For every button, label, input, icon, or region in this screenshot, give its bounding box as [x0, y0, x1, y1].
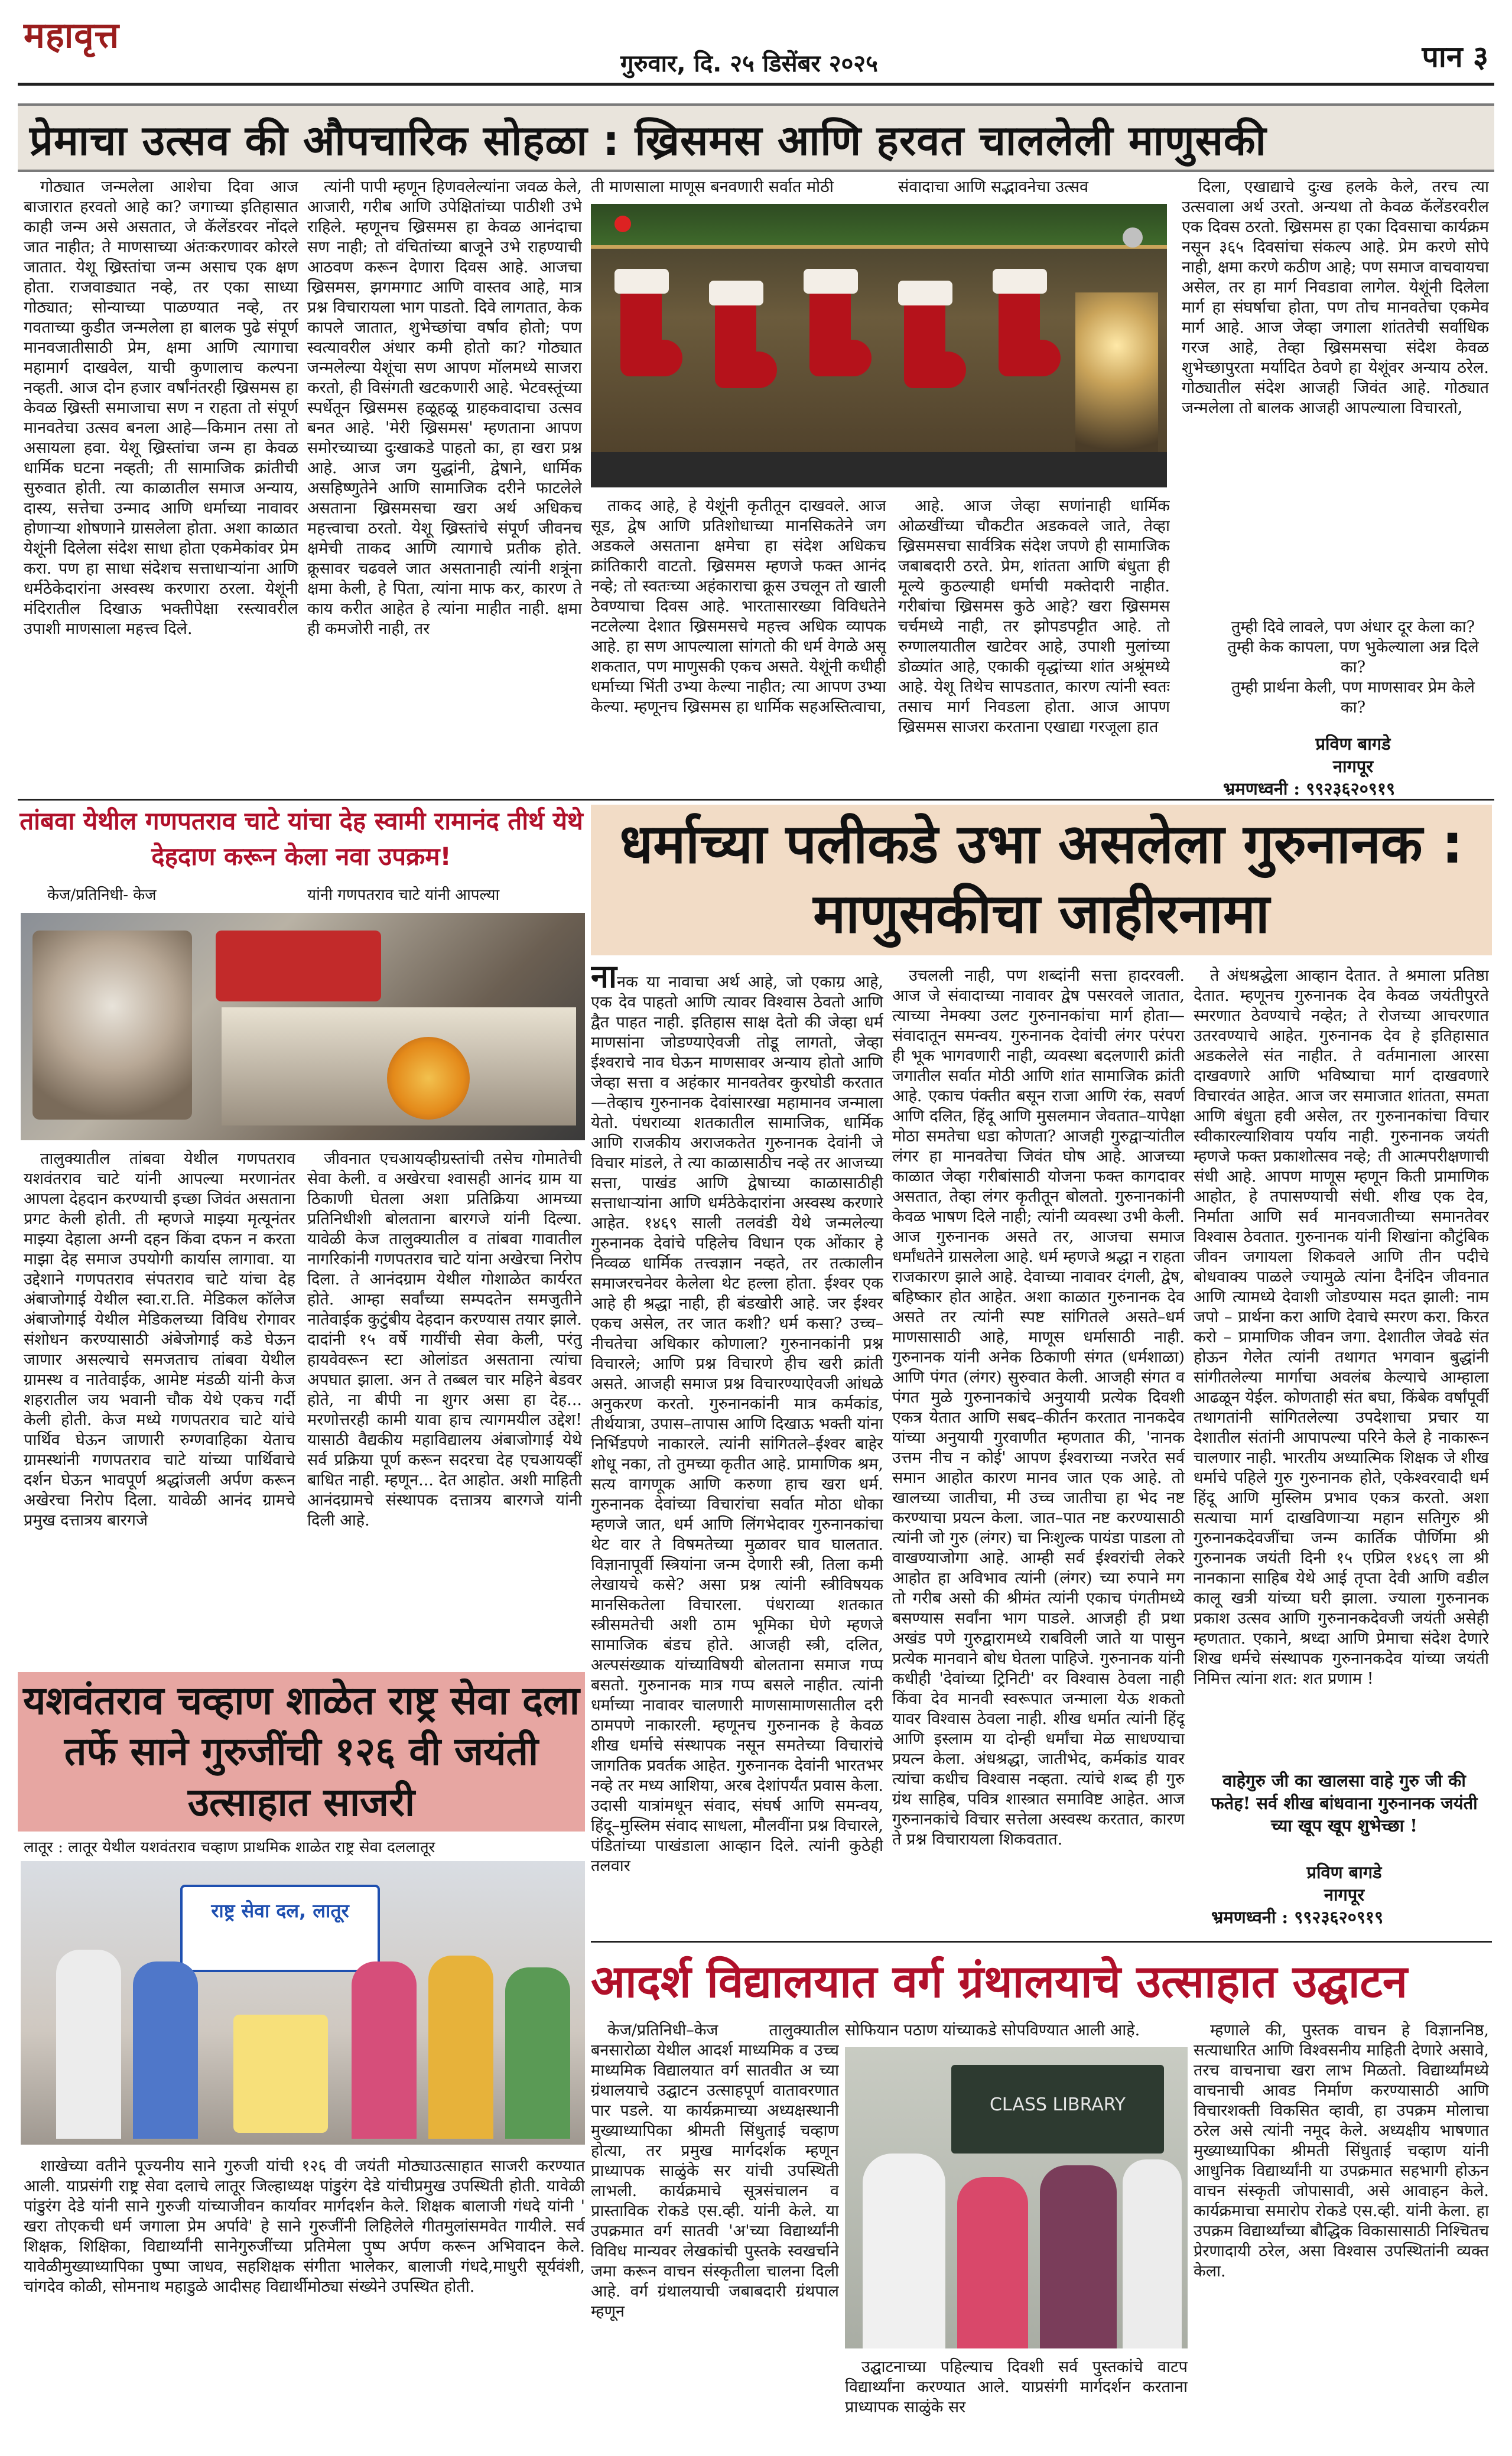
christmas-column-3-top — [591, 177, 886, 201]
newspaper-logo: महावृत्त — [24, 15, 120, 56]
mantel — [591, 452, 1167, 487]
poem-line-3: तुम्ही प्रार्थना केली, पण माणसावर प्रेम केले का? — [1231, 678, 1475, 717]
person — [133, 1961, 198, 2139]
christmas-column-1 — [24, 177, 298, 792]
person — [505, 1967, 570, 2139]
christmas-author: प्रविण बागडे — [1315, 734, 1391, 754]
stocking — [709, 281, 774, 393]
adarsh-library-photo — [845, 2047, 1188, 2348]
adarsh-text-2: सोफियान पठाण यांच्याकडे सोपविण्यात आली आहे. — [845, 2021, 1140, 2039]
christmas-column-4-top — [898, 177, 1170, 201]
section-rule — [18, 799, 1494, 801]
tambava-funeral-photo — [21, 913, 585, 1140]
christmas-text-4: आहे. आज जेव्हा सणांनाही धार्मिक ओळखींच्या चौकटीत अडकवले जाते, तेव्हा ख्रिसमसचा सार्वत्रिक संदेश जपणे ही सामाजिक जबाबदारी ठरते. प्रेम, शांतता आणि बंधुता ही मूल्ये कुठल्याही धर्माची मक्तेदारी नाहीत. गरीबांचा ख्रिसमस कुठे आहे? खरा ख्रिसमस चर्चमध्ये नाही, तर झोपडपट्टीत आहे. तो रुग्णालयातील खाटेवर आहे, उपाशी मुलांच्या डोळ्यांत आहे, एकाकी वृद्धांच्या शांत अश्रूंमध्ये आहे. येशू तिथेच सापडतात, कारण त्यांनी स्वतः तसाच मार्ग निवडला होता. आज आपण ख्रिसमस साजरा करताना एखाद्या गरजूला हात — [898, 497, 1170, 736]
seva-dal-banner — [180, 1885, 380, 1972]
tambava-lede-left: केज/प्रतिनिधी- केज — [47, 886, 157, 904]
christmas-column-3 — [591, 496, 886, 792]
guru-text-2: उचलली नाही, पण शब्दांनी सत्ता हादरवली. आज जे संवादाच्या नावावर द्वेष पसरवले जातात, त्याच्या नेमक्या उलट गुरुनानकांचा मार्ग होता—संवादातून समन्वय. गुरुनानक देवांची लंगर परंपरा ही भूक भागवणारी नाही, व्यवस्था बदलणारी क्रांती जगातील सर्वात मोठी आणि शांत सामाजिक क्रांती आहे. एकाच पंक्तीत बसून राजा आणि रंक, सवर्ण आणि दलित, हिंदू आणि मुसलमान जेवतात–यापेक्षा मोठा समतेचा धडा कोणता? आजही गुरुद्वाऱ्यांतील लंगर हा मानवतेचा जिवंत घोष आहे. आजच्या काळात जेव्हा गरीबांसाठी योजना फक्त कागदावर असतात, तेव्हा लंगर कृतीतून बोलतो. गुरुनानकांनी केवळ भाषण दिले नाही; त्यांनी व्यवस्था उभी केली. आज गुरुनानक असते तर, आजचा समाज धर्मांधतेने ग्रासलेला आहे. धर्म म्हणजे श्रद्धा न राहता राजकारण झाले आहे. देवाच्या नावावर दंगली, द्वेष, बहिष्कार होत आहेत. अशा काळात गुरुनानक देव असते तर त्यांनी स्पष्ट सांगितले असते–धर्म माणसासाठी आहे, माणूस धर्मासाठी नाही. गुरुनानक यांनी अनेक ठिकाणी संगत (धर्मशाळा) आणि पंगत (लंगर) सुरुवात केली. आजही संगत व पंगत मुळे गुरुनानकांचे अनुयायी प्रत्येक दिवशी एकत्र येतात आणि सबद–कीर्तन करतात नानकदेव यांच्या अनुयायी गुरवाणीत म्हणतात की, 'नानक उत्तम नीच न कोई' आपण ईश्वराच्या नजरेत सर्व समान आहोत कारण मानव जात एक आहे. तो खालच्या जातीचा, मी उच्च जातीचा हा भेद नष्ट करण्याचा प्रयत्न केला. जात–पात नष्ट करण्यासाठी त्यांनी जो गुरु (लंगर) चा निःशुल्क पायंडा पाडला तो वाखण्याजोगा आहे. आम्ही सर्व ईश्वरांची लेकरे आहोत हा अविभाव त्यांनी (लंगर) च्या रुपाने मग तो गरीब असो की श्रीमंत त्यांनी एकाच पंगतीमध्ये बसण्यास सर्वांना भाग पाडले. आजही ही प्रथा अखंड पणे गुरुद्वारामध्ये राबविली जाते या पासुन प्रत्येक मानवाने बोध घेतला पाहिजे. गुरुनानक यांनी कधीही 'देवांच्या ट्रिनिटी' वर विश्वास ठेवला नाही किंवा देव मानवी स्वरूपात जन्माला येऊ शकतो यावर विश्वास ठेवला नाही. शीख धर्मात त्यांनी हिंदू आणि इस्लाम या दोन्ही धर्मांचा मेळ साधण्याचा प्रयत्न केला. अंधश्रद्धा, जातीभेद, कर्मकांड यावर त्यांचा कधीच विश्वास नव्हता. त्यांचे शब्द ही गुरु ग्रंथ साहिब, पवित्र शास्त्रात समाविष्ट आहेत. आज गुरुनानकांचे विचार सत्तेला अस्वस्थ करतात, कारण ते प्रश्न विचारायला शिकवतात. — [892, 967, 1185, 1849]
section-rule — [591, 1941, 1492, 1943]
guru-author: प्रविण बागडे — [1306, 1862, 1382, 1882]
person — [56, 1950, 121, 2139]
guru-headline-box — [591, 805, 1492, 955]
student — [957, 2177, 1028, 2348]
portrait-frame — [233, 2015, 328, 2133]
guru-text-3: ते अंधश्रद्धेला आव्हान देतात. ते श्रमाला प्रतिष्ठा देतात. म्हणूनच गुरुनानक देव केवळ जयंतीपुरते स्मरणात ठेवण्याचे नव्हेत; ते रोजच्या आचरणात उतरवण्याचे आहेत. गुरुनानक देव हे इतिहासात अडकलेले संत नाहीत. ते वर्तमानाला आरसा दाखवणारे आणि भविष्याचा मार्ग दाखवणारे विचारवंत आहेत. आज जर समाजात शांतता, समता आणि बंधुता हवी असेल, तर गुरुनानकांचा विचार स्वीकारल्याशिवाय पर्याय नाही. गुरुनानक जयंती म्हणजे फक्त प्रकाशोत्सव नव्हे; ती आत्मपरीक्षणाची संधी आहे. आपण माणूस म्हणून किती प्रामाणिक आहोत, हे तपासण्याची संधी. शीख एक देव, निर्माता आणि सर्व मानवजातीच्या समानतेवर विश्वास ठेवतात. गुरुनानक यांनी शिखांना कौटुंबिक जीवन जगायला शिकवले आणि तीन पदीचे बोधवाक्य पाळले ज्यामुळे त्यांना दैनंदिन जीवनात आणि त्यामध्ये देवाशी जोडण्यास मदत झाली: नाम जपो – प्रार्थना करा आणि देवाचे स्मरण करा. किरत करो – प्रामाणिक जीवन जगा. देशातील जेवढे संत होऊन गेलेत त्यांनी तथागत भगवान बुद्धांनी सांगीतलेल्या मार्गाचा अवलंब केल्याचे आम्हाला आढळून येईल. कोणताही संत बघा, किंबेक वर्षांपूर्वी तथागतांनी सांगितलेल्या उपदेशाचा प्रचार या देशातील संतांनी आपापल्या परिने केले हे नाकारून चालणार नाही. भारतीय अध्यात्मिक शिक्षक जे शीख धर्माचे पहिले गुरु गुरुनानक होते, एकेश्वरवादी धर्म हिंदू आणि मुस्लिम प्रभाव एकत्र करतो. अशा सत्याचा मार्ग दाखविणाऱ्या महान सतिगुरु श्री गुरुनानकदेवजींचा जन्म कार्तिक पौर्णिमा श्री गुरुनानक जयंती दिनी १५ एप्रिल १४६९ ला श्री नानकाना साहिब येथे आई तृप्ता देवी आणि वडील कालू खत्री यांच्या घरी झाला. ज्याला गुरुनानक प्रकाश उत्सव आणि गुरुनानकदेवजी जयंती असेही म्हणतात. एकाने, श्रध्दा आणि प्रेमाचा संदेश देणारे शिख धर्मचे संस्थापक गुरुनानकदेव यांच्या जयंती निमित्त त्यांना शत: शत प्रणाम ! — [1194, 967, 1489, 1688]
christmas-text-1: गोठ्यात जन्मलेला आशेचा दिवा आज बाजारात हरवतो आहे का? जगाच्या इतिहासात काही जन्म असे असतात, जे कॅलेंडरवर नोंदले जात नाहीत; ते माणसाच्या अंतःकरणावर कोरले जातात. येशू ख्रिस्तांचा जन्म असाच एक क्षण होता. राजवाड्यात नव्हे, तर एका साध्या गोठ्यात; सोन्याच्या पाळण्यात नव्हे, तर गवताच्या कुडीत जन्मलेला हा बालक पुढे संपूर्ण मानवजातीसाठी प्रेम, क्षमा आणि त्यागाचा महामार्ग दाखवेल, याची कुणालाच कल्पना नव्हती. आज दोन हजार वर्षांनंतरही ख्रिसमस हा केवळ ख्रिस्ती समाजाचा सण न राहता तो संपूर्ण मानवतेचा उत्सव बनला आहे—किमान तसा तो असायला हवा. येशू ख्रिस्तांचा जन्म हा केवळ धार्मिक घटना नव्हती; ती सामाजिक क्रांतीची सुरुवात होती. त्या काळातील समाज अन्याय, दास्य, सत्तेचा उन्माद आणि धर्माच्या नावावर होणाऱ्या शोषणाने ग्रासलेला होता. अशा काळात येशूंनी दिलेला संदेश साधा होता एकमेकांवर प्रेम करा. पण हा साधा संदेशच सत्ताधाऱ्यांना आणि धर्मठेकेदारांना अस्वस्थ करणारा ठरला. येशूंनी मंदिरातील दिखाऊ भक्तीपेक्षा रस्त्यावरील उपाशी माणसाला महत्त्व दिले. — [24, 178, 298, 638]
christmas-column-4 — [898, 496, 1170, 792]
adarsh-headline: आदर्श विद्यालयात वर्ग ग्रंथालयाचे उत्साहात उद्घाटन — [591, 1955, 1408, 2008]
christmas-author-block — [1217, 733, 1489, 800]
christmas-headline: प्रेमाचा उत्सव की औपचारिक सोहळा : ख्रिसमस आणि हरवत चाललेली माणुसकी — [30, 116, 1267, 165]
christmas-text-4a: संवादाचा आणि सद्भावनेचा उत्सव — [898, 178, 1089, 196]
guru-headline: धर्माच्या पलीकडे उभा असलेला गुरुनानक : माणुसकीचा जाहीरनामा — [619, 812, 1464, 945]
garland — [387, 1037, 470, 1120]
guru-text-1: नक या नावाचा अर्थ आहे, जो एकाग्र आहे, एक देव पाहतो आणि त्यावर विश्वास ठेवतो आणि द्वैत पाहत नाही. इतिहास साक्ष देतो की जेव्हा धर्म माणसांना जोडण्याऐवजी तोडू लागतो, जेव्हा ईश्वराचे नाव घेऊन माणसावर अन्याय होतो आणि जेव्हा सत्ता व अहंकार मानवतेवर कुरघोडी करतात—तेव्हाच गुरुनानक देवांसारखा महामानव जन्माला येतो. पंधराव्या शतकातील सामाजिक, धार्मिक आणि राजकीय अराजकतेत गुरुनानक देवांनी जे विचार मांडले, ते त्या काळासाठीच नव्हे तर आजच्या सत्ता, पाखंड आणि द्वेषाच्या काळासाठीही सत्ताधाऱ्यांना आणि धर्मठेकेदारांना अस्वस्थ करणारे आहेत. १४६९ साली तलवंडी येथे जन्मलेल्या गुरुनानक देवांचे पहिलेच विधान एक ओंकार हे निव्वळ धार्मिक तत्त्वज्ञान नव्हते, तर तत्कालीन समाजरचनेवर केलेला थेट हल्ला होता. ईश्वर एक आहे ही श्रद्धा नाही, ही बंडखोरी आहे. जर ईश्वर एकच असेल, तर जात कशी? धर्म कसा? उच्च–नीचतेचा अधिकार कोणाला? गुरुनानकांनी प्रश्न विचारले; आणि प्रश्न विचारणे हीच खरी क्रांती असते. आजही समाज प्रश्न विचारण्याऐवजी आंधळे अनुकरण करतो. गुरुनानकांनी मात्र कर्मकांड, तीर्थयात्रा, उपास–तापास आणि दिखाऊ भक्ती यांना निर्भिडपणे नाकारले. त्यांनी सांगितले–ईश्वर बाहेर शोधू नका, तो तुमच्या कृतीत आहे. प्रामाणिक श्रम, सत्य वागणूक आणि करुणा हाच खरा धर्म. गुरुनानक देवांच्या विचारांचा सर्वात मोठा धोका म्हणजे जात, धर्म आणि लिंगभेदावर गुरुनानकांचा थेट वार ते विषमतेच्या मुळावर घाव घालतात. विज्ञानापूर्वी स्त्रियांना जन्म देणारी स्त्री, तिला कमी लेखायचे कसे? असा प्रश्न त्यांनी स्त्रीविषयक मानसिकतेला विचारला. पंधराव्या शतकात स्त्रीसमतेची अशी ठाम भूमिका घेणे म्हणजे सामाजिक बंडच होते. आजही स्त्री, दलित, अल्पसंख्याक यांच्याविषयी बोलताना समाज गप्प बसतो. गुरुनानक मात्र गप्प बसले नाहीत. त्यांनी धर्माच्या नावावर चालणारी माणसामाणसातील दरी ठामपणे नाकारली. म्हणूनच गुरुनानक हे केवळ शीख धर्माचे संस्थापक नसून समतेच्या विचारांचे जागतिक प्रवर्तक आहेत. गुरुनानक देवांनी भारतभर नव्हे तर मध्य आशिया, अरब देशांपर्यंत प्रवास केला. उदासी यात्रांमधून संवाद, संघर्ष आणि समन्वय, हिंदू–मुस्लिम संवाद साधला, मौलवींना प्रश्न विचारले, पंडितांच्या पाखंडाला आव्हान दिले. त्यांनी कुठेही तलवार — [591, 973, 883, 1875]
page-number: पान ३ — [1422, 40, 1488, 74]
person — [428, 1956, 493, 2139]
student — [1040, 2165, 1117, 2348]
christmas-column-5 — [1182, 177, 1489, 614]
chalkboard — [951, 2065, 1164, 2154]
portrait-inset — [32, 931, 192, 1120]
person — [352, 1961, 417, 2139]
garland — [591, 204, 1167, 249]
christmas-text-3a: ती माणसाला माणूस बनवणारी सर्वात मोठी — [591, 178, 834, 196]
tambava-headline: तांबवा येथील गणपतराव चाटे यांचा देह स्वामी रामानंद तीर्थ येथे देहदाण करून केला नवा उपक्रम! — [19, 806, 583, 871]
adarsh-column-3 — [845, 2357, 1188, 2434]
ambulance — [216, 931, 381, 1001]
yashwant-text: शाखेच्या वतीने पूज्यनीय साने गुरुजी यांची १२६ वी जयंती मोठ्याउत्साहात साजरी करण्यात आली. याप्रसंगी राष्ट्र सेवा दलाचे लातूर जिल्हाध्यक्ष पांडुरंग देडे यांचीप्रमुख उपस्थिती होती. यावेळी पांडुरंग देडे यांनी साने गुरुजी यांच्याजीवन कार्यावर मार्गदर्शन केले. शिक्षक बालाजी गंधदे यांनी ' खरा तोएकची धर्म जगाला प्रेम अर्पावे' हे साने गुरुजींनी लिहिलेले गीतमुलांसमवेत गायीले. सर्व शिक्षक, शिक्षिका, विद्यार्थ्यांनी सानेगुरुजींच्या प्रतिमेला पुष्प अर्पण करून अभिवादन केले. यावेळीमुख्याध्यापिका पुष्पा जाधव, सहशिक्षक संगीता भालेकर, बालाजी गंधदे,माधुरी सूर्यवंशी, चांगदेव कोळी, सोमनाथ महाडुळे आदीसह विद्यार्थीमोठ्या संख्येने उपस्थित होती. — [24, 2157, 585, 2296]
christmas-text-3: ताकद आहे, हे येशूंनी कृतीतून दाखवले. आज सूड, द्वेष आणि प्रतिशोधाच्या मानसिकतेने जग अडकले असताना क्षमेचा हा संदेश अधिकच क्रांतिकारी वाटतो. ख्रिसमस म्हणजे फक्त आनंद नव्हे; तो स्वतःच्या अहंकाराचा क्रूस उचलून तो खाली ठेवण्याचा दिवस आहे. भारतासारख्या विविधतेने नटलेल्या देशात ख्रिसमसचे महत्त्व अधिक व्यापक आहे. हा सण आपल्याला सांगतो की धर्म वेगळे असू शकतात, पण माणुसकी एकच असते. येशूंनी कधीही धर्माच्या भिंती उभ्या केल्या नाहीत; त्या आपण उभ्या केल्या. म्हणूनच ख्रिसमस हा धार्मिक सहअस्तित्वाचा, — [591, 497, 886, 716]
guru-phone: भ्रमणध्वनी : ९९२३६२०९१९ — [1211, 1907, 1384, 1927]
guru-dropcap: ना — [591, 966, 617, 995]
adarsh-column-4 — [1194, 2021, 1489, 2434]
masthead-rule — [18, 83, 1494, 86]
yashwant-headline: यशवंतराव चव्हाण शाळेत राष्ट्र सेवा दला तर्फे साने गुरुजींची १२६ वी जयंती उत्साहात साजरी — [23, 1678, 580, 1825]
christmas-phone: भ्रमणध्वनी : ९९२३६२०९१९ — [1223, 779, 1396, 799]
poem-line-2: तुम्ही केक कापला, पण भुकेल्याला अन्न दिले का? — [1227, 638, 1479, 676]
adarsh-text-1: केज/प्रतिनिधी–केज तालुक्यातील बनसारोळा येथील आदर्श माध्यमिक व उच्च माध्यमिक विद्यालयात वर्ग सातवीत अ च्या ग्रंथालयाचे उद्घाटन उत्साहपूर्ण वातावरणात पार पडले. या कार्यक्रमाच्या अध्यक्षस्थानी मुख्याध्यापिका श्रीमती सिंधुताई चव्हाण होत्या, तर प्रमुख मार्गदर्शक म्हणून प्राध्यापक साळुंके सर यांची उपस्थिती लाभली. कार्यक्रमाचे सूत्रसंचालन व प्रास्ताविक रोकडे एस.व्ही. यांनी केले. या उपक्रमात वर्ग सातवी 'अ'च्या विद्यार्थ्यांनी विविध मान्यवर लेखकांची पुस्तके स्वखर्चाने जमा करून वाचन संस्कृतीला चालना दिली आहे. वर्ग ग्रंथालयाची जबाबदारी ग्रंथपाल म्हणून — [591, 2021, 839, 2321]
adarsh-text-3: उद्घाटनाच्या पहिल्याच दिवशी सर्व पुस्तकांचे वाटप विद्यार्थ्यांना करण्यात आले. याप्रसंगी मार्गदर्शन करताना प्राध्यापक साळुंके सर — [845, 2358, 1188, 2416]
tambava-column-2 — [307, 1149, 582, 1663]
tambava-text-2: जीवनात एचआयव्हीग्रस्तांची तसेच गोमातेची सेवा केली. व अखेरचा श्वासही आनंद ग्राम या ठिकाणी घेतला अशा प्रतिक्रिया आमच्या प्रतिनिधीशी बोलताना बारगजे यांनी दिल्या. यावेळी केज तालुक्यातील व तांबवा गावातील नागरिकांनी गणपतराव चाटे यांना अखेरचा निरोप दिला. ते आनंदग्राम येथील गोशाळेत कार्यरत होते. आम्हा सर्वांच्या सम्पदतेन समजुतीने नातेवाईक कुटुंबीय देहदान करण्यास तयार झाले. दादांनी १५ वर्षे गायींची सेवा केली, परंतु हायवेवरून स्टा ओलांडत असताना त्यांचा अपघात झाला. अन ते तब्बल चार महिने बेडवर होते, ना बीपी ना शुगर असा हा देह... मरणोत्तरही कामी यावा हाच त्यागमयील उद्देश! यासाठी वैद्यकीय महाविद्यालय अंबाजोगाई येथे सर्व प्रक्रिया पूर्ण करून सदरचा देह एचआयव्हीं बाधित नाही. म्हणून... देत आहोत. अशी माहिती आनंदग्रामचे संस्थापक दत्तात्रय बारगजे यांनी दिली आहे. — [307, 1150, 582, 1530]
person — [863, 2154, 945, 2348]
christmas-stockings-photo — [591, 204, 1167, 487]
stocking — [614, 269, 679, 381]
stocking — [898, 281, 963, 393]
poem-line-1: तुम्ही दिवे लावले, पण अंधार दूर केला का? — [1231, 618, 1475, 636]
adarsh-column-1 — [591, 2021, 839, 2434]
stocking — [993, 269, 1058, 381]
tambava-column-1 — [24, 1149, 295, 1663]
christmas-poem — [1217, 617, 1489, 718]
issue-date: गुरुवार, दि. २५ डिसेंबर २०२५ — [620, 50, 878, 77]
ornament — [614, 216, 631, 232]
tambava-lede-right: यांनी गणपतराव चाटे यांनी आपल्या — [307, 886, 500, 904]
yashwant-body — [24, 2156, 585, 2416]
christmas-headline-band — [18, 103, 1494, 172]
guru-author-block — [1205, 1861, 1483, 1928]
christmas-city: नागपूर — [1332, 756, 1374, 776]
christmas-column-2 — [307, 177, 582, 792]
guru-column-3 — [1194, 966, 1489, 1764]
guru-column-1 — [591, 966, 883, 1935]
banner-text: राष्ट्र सेवा दल, लातूर — [211, 1899, 349, 1922]
guru-city: नागपूर — [1324, 1885, 1365, 1905]
adarsh-text-4: म्हणाले की, पुस्तक वाचन हे विज्ञाननिष्ठ, सत्याधारित आणि विश्वसनीय माहिती देणारे असावे, तरच वाचनाचा खरा लाभ मिळतो. विद्यार्थ्यांमध्ये वाचनाची आवड निर्माण करण्यासाठी आणि विचारशक्ती विकसित व्हावी, हा उपक्रम मोलाचा ठरेल असे त्यांनी नमूद केले. अध्यक्षीय भाषणात मुख्याध्यापिका श्रीमती सिंधुताई चव्हाण यांनी आधुनिक विद्यार्थ्यांनी या उपक्रमात सहभागी होऊन वाचन संस्कृती जोपासावी, असे आवाहन केले. कार्यक्रमाचा समारोप रोकडे एस.व्ही. यांनी केला. हा उपक्रम विद्यार्थ्यांच्या बौद्धिक विकासासाठी निश्चितच प्रेरणादायी ठरेल, असा विश्वास उपस्थितांनी व्यक्त केला. — [1194, 2021, 1489, 2281]
yashwant-event-photo — [21, 1861, 585, 2145]
guru-column-2 — [892, 966, 1185, 1935]
ornament — [1123, 227, 1143, 248]
person — [1123, 2159, 1182, 2348]
tambava-text-1: तालुक्यातील तांबवा येथील गणपतराव यशवंतराव चाटे यांनी आपल्या मरणानंतर आपला देहदान करण्याची इच्छा जिवंत असताना प्रगट केली होती. ती म्हणजे माझ्या मृत्यूनंतर माझ्या देहाला अग्नी दहन किंवा दफन न करता माझा देह समाज उपयोगी कार्यास लागावा. या उद्देशाने गणपतराव संपतराव चाटे यांचा देह अंबाजोगाई येथील स्वा.रा.ति. मेडिकल कॉलेज अंबाजोगाई येथील मेडिकलच्या विविध रोगावर संशोधन करण्यासाठी अंबेजोगाई कडे घेऊन जाणार असल्याचे समजताच तांबवा येथील ग्रामस्थ व नातेवाईक, आमेष्ट मंडळी यांनी केज शहरातील जय भवानी चौक येथे एकच गर्दी केली होती. केज मध्ये गणपतराव चाटे यांचे पार्थिव घेऊन जाणारी रुग्णवाहिका येताच ग्रामस्थांनी गणपतराव चाटे यांच्या पार्थिवाचे दर्शन घेऊन भावपूर्ण श्रद्धांजली अर्पण करून अखेरचा निरोप दिला. यावेळी आनंद ग्रामचे प्रमुख दत्तात्रय बारगजे — [24, 1150, 295, 1530]
yashwant-headline-box — [18, 1672, 585, 1832]
christmas-text-5: दिला, एखाद्याचे दुःख हलके केले, तरच त्या उत्सवाला अर्थ उरतो. अन्यथा तो केवळ कॅलेंडरवरील एक दिवस ठरतो. ख्रिसमस हा एका दिवसाचा कार्यक्रम नसून ३६५ दिवसांचा संकल्प आहे. प्रेम करणे सोपे नाही, क्षमा करणे कठीण आहे; पण समाज वाचवायचा असेल, तर हा मार्ग निवडावा लागेल. येशूंनी दिलेला मार्ग हा संघर्षाचा होता, पण तोच मानवतेचा एकमेव मार्ग आहे. आज जेव्हा जगाला शांततेची सर्वाधिक गरज आहे, तेव्हा ख्रिसमसचा संदेश केवळ शुभेच्छापुरता मर्यादित ठेवणे हा येशूंवर अन्याय ठरेल. गोठ्यातील संदेश आजही जिवंत आहे. गोठ्यात जन्मलेला तो बालक आजही आपल्याला विचारतो, — [1182, 178, 1489, 417]
guru-closing: वाहेगुरु जी का खालसा वाहे गुरु जी की फतेह! सर्व शीख बांधवाना गुरुनानक जयंती च्या खूप खूप शुभेच्छा ! — [1211, 1771, 1478, 1836]
adarsh-column-2 — [845, 2021, 1188, 2044]
yashwant-lede: लातूर : लातूर येथील यशवंतराव चव्हाण प्राथमिक शाळेत राष्ट्र सेवा दललातूर — [24, 1839, 435, 1856]
christmas-text-2: त्यांनी पापी म्हणून हिणवलेल्यांना जवळ केले, आजारी, गरीब आणि उपेक्षितांच्या पाठीशी उभे राहिले. म्हणूनच ख्रिसमस हा केवळ आनंदाचा सण नाही; तो वंचितांच्या बाजूने उभे राहण्याची आठवण करून देणारा दिवस आहे. आजचा ख्रिसमस, झगमगाट आणि वास्तव आहे, मात्र प्रश्न विचारायला भाग पाडतो. दिवे लागतात, केक कापले जातात, शुभेच्छांचा वर्षाव होतो; पण स्वत्यावरील अंधार कमी होतो का? गोठ्यात जन्मलेल्या येशूंचा सण आपण मॉलमध्ये साजरा करतो, ही विसंगती खटकणारी आहे. भेटवस्तूंच्या स्पर्धेतून ख्रिसमस हळूहळू ग्राहकवादाचा उत्सव बनत आहे. 'मेरी ख्रिसमस' म्हणताना आपण समोरच्याच्या दुःखाकडे पाहतो का, हा खरा प्रश्न आहे. आज जग युद्धांनी, द्वेषाने, धार्मिक असहिष्णुतेने आणि सामाजिक दरीने फाटलेले असताना ख्रिसमसचा खरा अर्थ अधिकच महत्त्वाचा ठरतो. येशू ख्रिस्तांचे संपूर्ण जीवनच क्षमेची ताकद आणि त्यागाचे प्रतीक होते. क्रूसावर चढवले जात असतानाही त्यांनी शत्रूंना क्षमा केली, हे पिता, त्यांना माफ कर, कारण ते काय करीत आहेत हे त्यांना माहीत नाही. क्षमा ही कमजोरी नाही, तर — [307, 178, 582, 638]
chalkboard-text: CLASS LIBRARY — [989, 2094, 1126, 2115]
candle-glow — [1075, 292, 1158, 470]
stocking — [804, 269, 869, 381]
